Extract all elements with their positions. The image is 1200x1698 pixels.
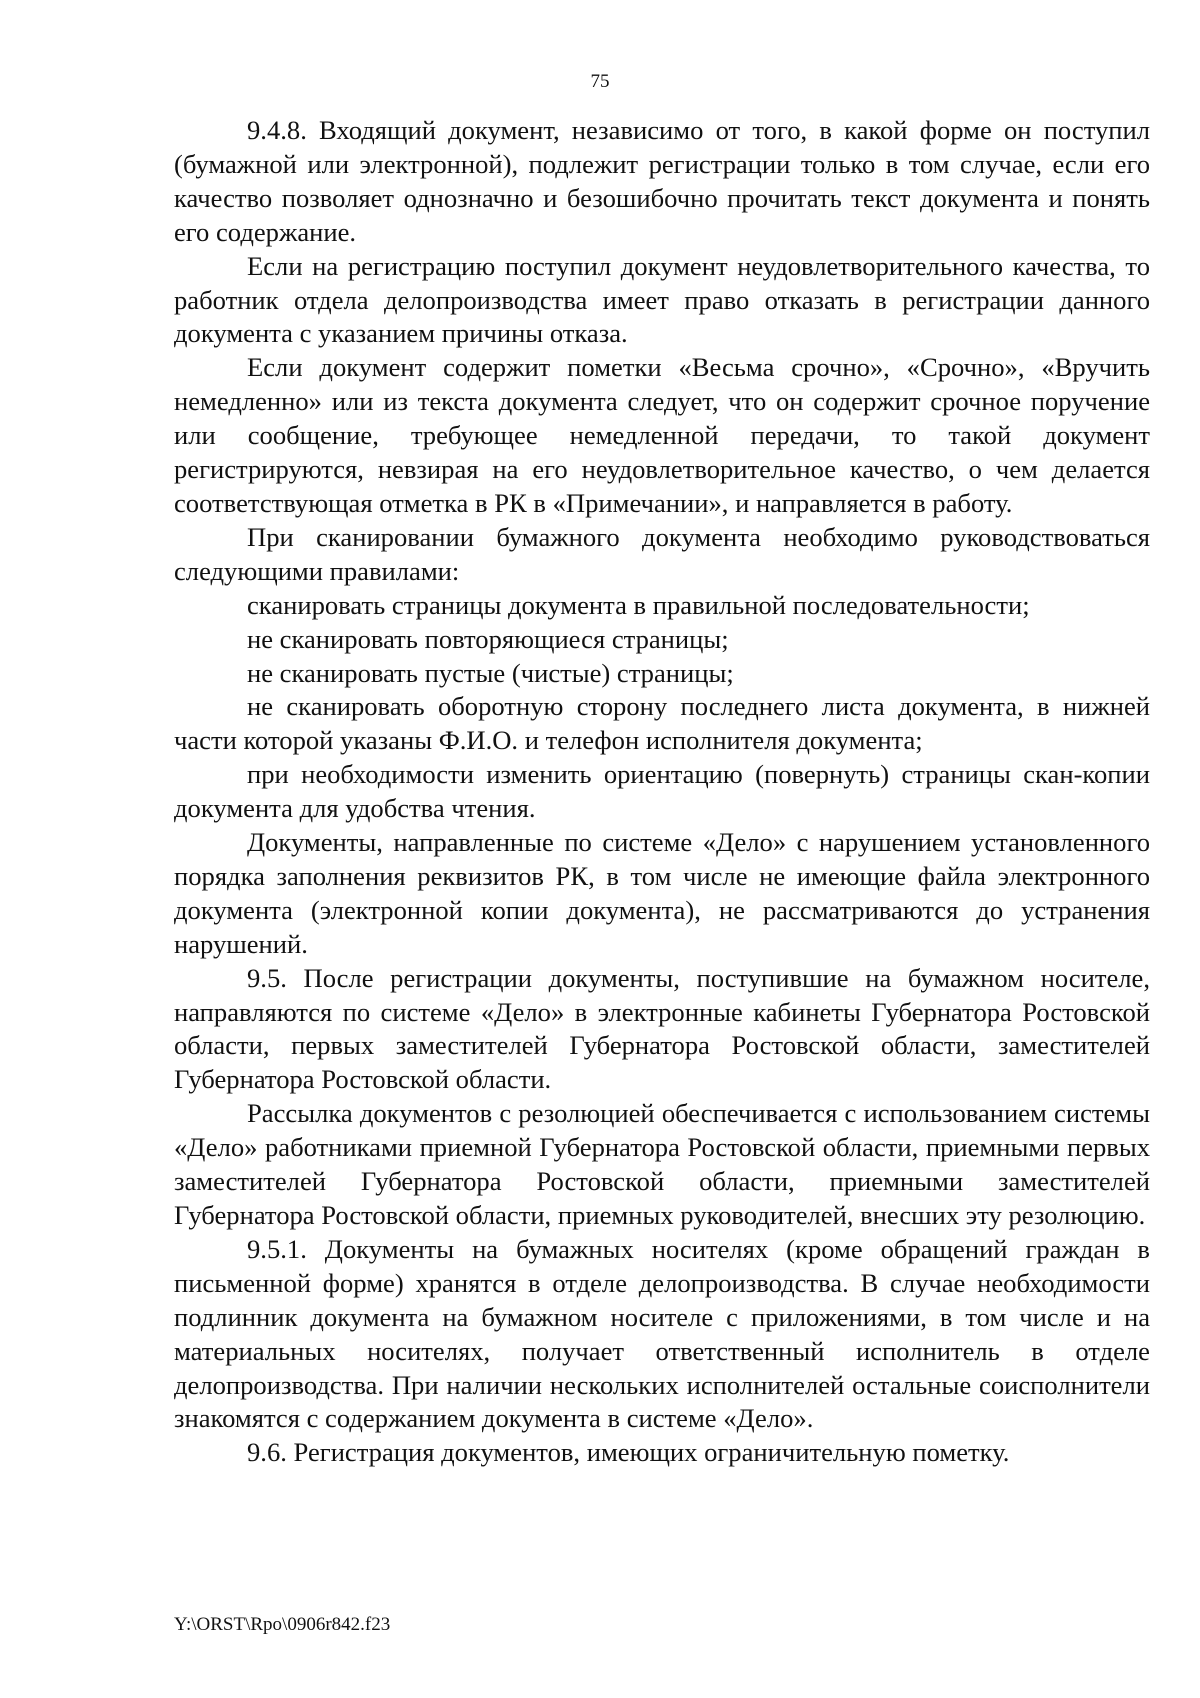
paragraph-9-5: 9.5. После регистрации документы, поступившие на бумажном носителе, направляются по системе «Дело» в электронные кабинеты Губернатора Ростовской области, первых заместителей Губернатора Ростовской области, заместителей Губернатора Ростовской области.	[174, 962, 1150, 1095]
scanning-rule-order: сканировать страницы документа в правильной последовательности;	[247, 589, 1030, 620]
paragraph-incomplete-documents: Документы, направленные по системе «Дело» с нарушением установленного порядка заполнения реквизитов РК, в том числе не имеющие файла электронного документа (электронной копии документа), не рассматриваются до устранения нарушений.	[174, 827, 1150, 959]
paragraph-poor-quality-refusal: Если на регистрацию поступил документ неудовлетворительного качества, то работник отдела делопроизводства имеет право отказать в регистрации данного документа с указанием причины отказа.	[174, 250, 1150, 349]
footer-file-path: Y:\ORST\Rpo\0906r842.f23	[174, 1614, 391, 1635]
document-body	[174, 114, 1150, 1470]
paragraph-resolution-distribution: Рассылка документов с резолюцией обеспечивается с использованием системы «Дело» работниками приемной Губернатора Ростовской области, приемными первых заместителей Губернатора Ростовской области, приемными заместителей Губернатора Ростовской области, приемных руководителей, внесших эту резолюцию.	[174, 1098, 1150, 1230]
scanning-rule-no-blank-pages: не сканировать пустые (чистые) страницы;	[247, 657, 734, 688]
paragraph-urgent-documents: Если документ содержит пометки «Весьма срочно», «Срочно», «Вручить немедленно» или из текста документа следует, что он содержит срочное поручение или сообщение, требующее немедленной передачи, то такой документ регистрируются, невзирая на его неудовлетворительное качество, о чем делается соответствующая отметка в РК в «Примечании», и направляется в работу.	[174, 352, 1150, 518]
scanning-rule-no-reverse-side: не сканировать оборотную сторону последнего листа документа, в нижней части которой указаны Ф.И.О. и телефон исполнителя документа;	[174, 691, 1150, 756]
paragraph-scanning-rules-intro: При сканировании бумажного документа необходимо руководствоваться следующими правилами:	[174, 521, 1150, 586]
scanning-rule-orientation: при необходимости изменить ориентацию (повернуть) страницы скан-копии документа для удобства чтения.	[174, 759, 1150, 824]
paragraph-9-4-8: 9.4.8. Входящий документ, независимо от того, в какой форме он поступил (бумажной или электронной), подлежит регистрации только в том случае, если его качество позволяет однозначно и безошибочно прочитать текст документа и понять его содержание.	[174, 115, 1150, 247]
paragraph-9-6: 9.6. Регистрация документов, имеющих ограничительную пометку.	[247, 1437, 1010, 1468]
paragraph-9-5-1: 9.5.1. Документы на бумажных носителях (кроме обращений граждан в письменной форме) хранятся в отделе делопроизводства. В случае необходимости подлинник документа на бумажном носителе с приложениями, в том числе и на материальных носителях, получает ответственный исполнитель в отделе делопроизводства. При наличии нескольких исполнителей остальные соисполнители знакомятся с содержанием документа в системе «Дело».	[174, 1233, 1150, 1434]
scanning-rule-no-duplicates: не сканировать повторяющиеся страницы;	[247, 623, 729, 654]
page-number: 75	[590, 71, 610, 92]
